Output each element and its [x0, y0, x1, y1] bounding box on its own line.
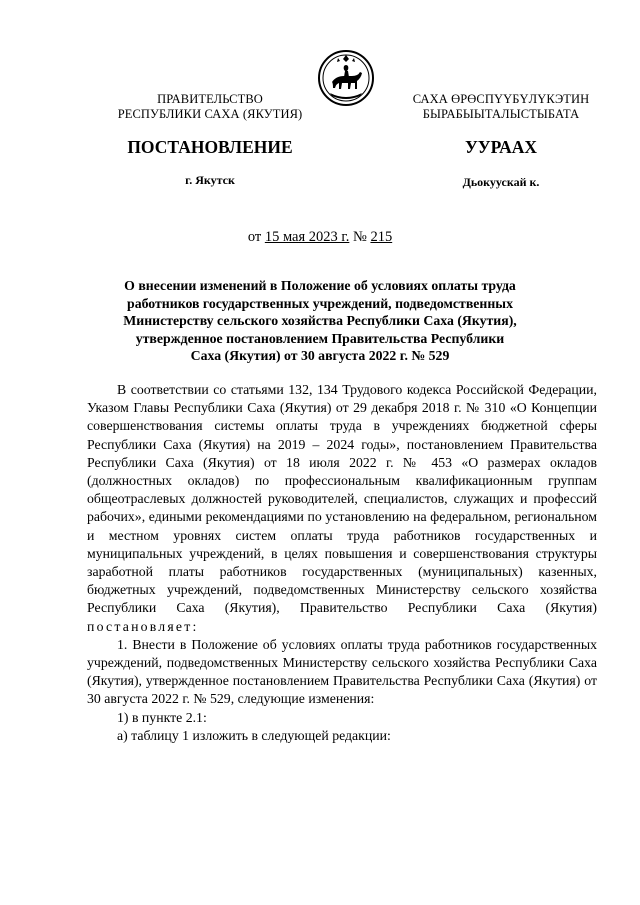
date-and-number-line	[0, 229, 640, 246]
title-line: Саха (Якутия) от 30 августа 2022 г. № 529	[190, 348, 450, 363]
item-1-1-a-paragraph: а) таблицу 1 изложить в следующей редакции:	[117, 727, 391, 743]
org-line-2: РЕСПУБЛИКИ САХА (ЯКУТИЯ)	[117, 107, 303, 121]
city-ru: г. Якутск	[185, 173, 235, 187]
doc-type-sah: УУРААХ	[464, 137, 538, 157]
title-line: утвержденное постановлением Правительства Республики	[135, 330, 505, 346]
number-label: №	[349, 229, 371, 245]
document-title	[95, 277, 545, 365]
document-date: 15 мая 2023 г.	[264, 229, 350, 245]
org-line-1: САХА ӨРӨСПҮҮБҮЛҮКЭТИН	[412, 92, 590, 106]
title-line: работников государственных учреждений, подведомственных	[127, 295, 513, 311]
date-prefix: от	[247, 229, 265, 245]
city-sah: Дьокуускай к.	[462, 175, 540, 189]
org-line-1: ПРАВИТЕЛЬСТВО	[157, 92, 263, 106]
title-line: О внесении изменений в Положение об условиях оплаты труда	[124, 278, 516, 293]
org-line-2: БЫРАБЫЫТАЛЫСТЫБАТА	[422, 107, 580, 121]
preamble-paragraph	[87, 381, 597, 636]
preamble-text: В соответствии со статьями 132, 134 Трудового кодекса Российской Федерации, Указом Главы Республики Саха (Якутия) от 29 декабря 2018 г. № 310 «О Концепции совершенствования системы оплаты труда в учреждениях бюджетной сферы Республики Саха (Якутия) на 2019 – 2024 годы», постановлением Правительства Республики Саха (Якутия) от 18 июля 2022 г. № 453 «О размерах окладов (должностных окладов) по профессиональным квалификационным группам общеотраслевых должностей руководителей, специалистов, служащих и профессий рабочих», едиными рекомендациями по установлению на федеральном, региональном и местном уровнях систем оплаты труда работников государственных и муниципальных учреждений, в целях повышения и совершенствования структуры заработной платы работников государственных (муниципальных) казенных, бюджетных учреждений, подведомственных Министерству сельского хозяйства Республики Саха (Якутия), Правительство Республики Саха (Якутия)	[87, 382, 597, 616]
document-number: 215	[370, 229, 393, 245]
item-1-1-paragraph: 1) в пункте 2.1:	[117, 709, 207, 725]
government-name-sah	[386, 92, 616, 122]
item-1-paragraph: 1. Внести в Положение об условиях оплаты труда работников государственных учреждений, подведомственных Министерству сельского хозяйства Республики Саха (Якутия), утвержденное постановлением Правительства Республики Саха (Якутия) от 30 августа 2022 г. № 529, следующие изменения:	[87, 636, 597, 707]
title-line: Министерству сельского хозяйства Республики Саха (Якутия),	[123, 313, 517, 328]
government-name-ru	[92, 92, 328, 122]
doc-type-ru: ПОСТАНОВЛЕНИЕ	[127, 137, 293, 157]
decree-word: постановляет:	[87, 618, 199, 634]
document-body	[87, 381, 597, 745]
